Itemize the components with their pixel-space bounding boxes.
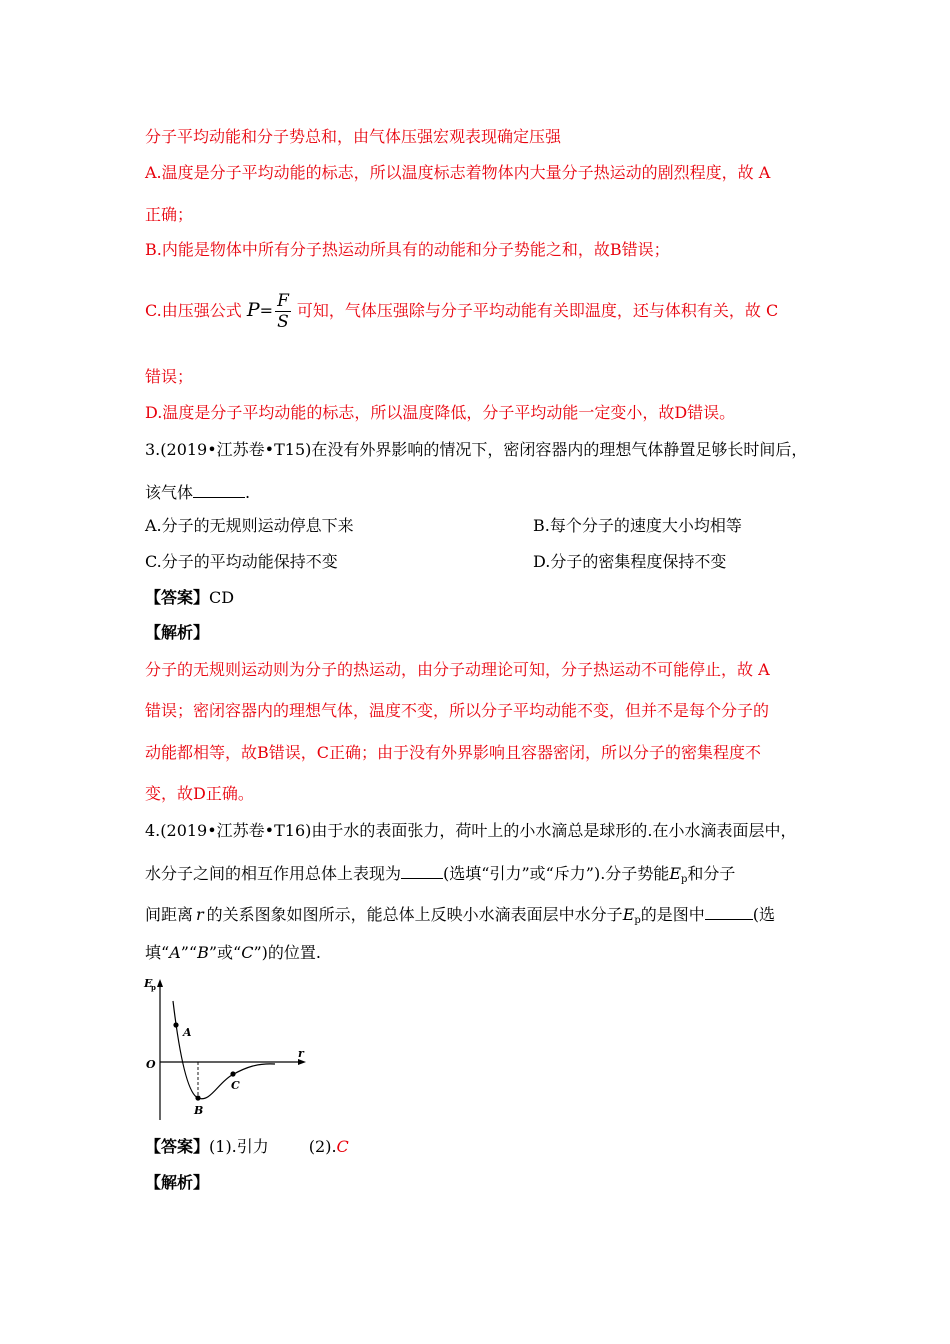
explanation-line-5: C.由压强公式 P= $\frac{F}{S}$ 可知，气体压强除与分子平均动能有关即温度，还与体积有关，故 C — [145, 291, 779, 332]
y-axis-sub: p — [151, 983, 156, 992]
q3-analysis-line-1: 分子的无规则运动则为分子的热运动，由分子动理论可知，分子热运动不可能停止，故 A — [145, 660, 770, 679]
point-a-label: A — [183, 1026, 192, 1039]
q4-answer-1: (1).引力 — [209, 1137, 269, 1156]
q3-analysis-line-3: 动能都相等，故B错误，C正确；由于没有外界影响且容器密闭，所以分子的密集程度不 — [145, 743, 762, 762]
q4-stem-line-3: 间距离 r 的关系图象如图所示，能总体上反映小水滴表面层中水分子$E_p$的是图中 (选 — [145, 905, 776, 926]
explanation-line-7: D.温度是分子平均动能的标志，所以温度降低，分子平均动能一定变小，故D错误。 — [145, 403, 736, 422]
q4-answer-2: C — [336, 1137, 349, 1156]
q3-option-d: D.分子的密集程度保持不变 — [533, 552, 727, 571]
q3-analysis-line-4: 变，故D正确。 — [145, 784, 254, 803]
q4-answer: 【答案】(1).引力 (2).C — [145, 1137, 349, 1156]
q4-stem-line-2: 水分子之间的相互作用总体上表现为 (选填“引力”或“斥力”).分子势能$E_p$和分子 — [145, 864, 736, 885]
formula-P: P — [246, 299, 260, 321]
explanation-line-3: 正确； — [145, 205, 194, 224]
y-axis-label: E — [144, 977, 153, 990]
x-axis-label: r — [298, 1047, 304, 1060]
q3-answer — [145, 588, 234, 608]
q3-stem-line-1: 3.(2019•江苏卷•T15)在没有外界影响的情况下，密闭容器内的理想气体静置足够长时间后， — [145, 440, 808, 459]
origin-label: O — [146, 1058, 156, 1071]
explanation-line-4: B.内能是物体中所有分子热运动所具有的动能和分子势能之和，故B错误； — [145, 240, 670, 259]
answer-tag: 【答案】 — [145, 1137, 210, 1156]
ep-r-graph — [140, 973, 310, 1123]
q3-answer-value: CD — [209, 588, 235, 607]
q3-option-a: A.分子的无规则运动停息下来 — [145, 516, 354, 535]
explanation-line-6: 错误； — [145, 367, 194, 386]
formula-fraction: $\frac{F}{S}$ — [277, 291, 289, 332]
q3-stem-line-2: 该气体 . — [145, 483, 251, 502]
q3-analysis-line-2: 错误；密闭容器内的理想气体，温度不变，所以分子平均动能不变，但并不是每个分子的 — [145, 701, 770, 720]
q4-blank-1 — [401, 862, 443, 879]
point-c-label: C — [231, 1079, 240, 1092]
answer-tag: 【答案】 — [145, 588, 210, 607]
q4-blank-2 — [705, 903, 753, 920]
point-b-label: B — [194, 1104, 204, 1117]
point-a-dot — [173, 1022, 178, 1027]
q3-option-b: B.每个分子的速度大小均相等 — [533, 516, 742, 535]
y-axis-arrow — [157, 979, 163, 987]
q4-stem-line-4: 填“A”“B”或“C”)的位置. — [145, 943, 322, 962]
explanation-line-2: A.温度是分子平均动能的标志，所以温度标志着物体内大量分子热运动的剧烈程度，故 A — [145, 163, 771, 182]
q4-analysis-tag: 【解析】 — [145, 1173, 210, 1192]
q3-analysis-tag: 【解析】 — [145, 623, 210, 642]
potential-curve — [173, 1001, 275, 1099]
q4-stem-line-1: 4.(2019•江苏卷•T16)由于水的表面张力，荷叶上的小水滴总是球形的.在小水滴表面层中， — [145, 821, 797, 840]
explanation-line-1: 分子平均动能和分子势总和，由气体压强宏观表现确定压强 — [145, 127, 562, 146]
q3-option-c: C.分子的平均动能保持不变 — [145, 552, 338, 571]
point-b-dot — [195, 1095, 200, 1100]
point-c-dot — [230, 1071, 235, 1076]
q3-answer-blank — [193, 481, 245, 498]
